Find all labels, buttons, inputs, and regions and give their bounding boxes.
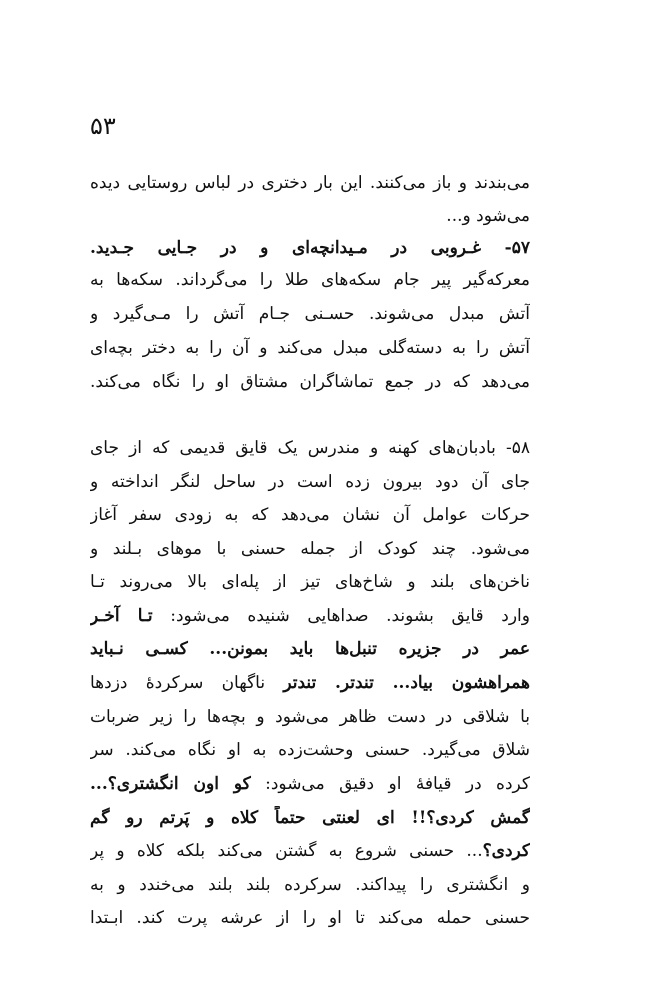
text-line-6: می‌دهد که در جمع تماشاگران مشتاق او را نگاه می‌کند. (90, 372, 530, 392)
dialogue-line-2: گمش کردی؟!! ای لعنتی حتماً کلاه و پَرتم رو گم (90, 808, 530, 828)
dialogue-fragment: همراهشون بیاد... تندتر. تندتر (283, 673, 530, 693)
text-fragment: ... حسنی شروع به گشتن می‌کند بلکه کلاه و پر (90, 841, 483, 861)
text-line-8: جای آن دود بیرون زده است در ساحل لنگر انداخته و (90, 472, 530, 492)
text-line-14: با شلاقی در دست ظاهر می‌شود و بچه‌ها را زیر ضربات (90, 707, 530, 727)
dialogue-line-1: عمر در جزیره تنبل‌ها باید بمونن... کسـی نـباید (90, 639, 530, 659)
text-line-1: می‌بندند و باز می‌کنند. این بار دختری در لباس روستایی دیده (90, 173, 530, 193)
text-line-12 (90, 604, 530, 628)
text-line-15: شلاق می‌گیرد. حسنی وحشت‌زده به او نگاه می‌کند. سر (90, 740, 530, 760)
text-fragment: کرده در قیافهٔ او دقیق می‌شود: (265, 774, 530, 794)
text-line-4: آتش مبدل می‌شوند. حسـنی جـام آتش را مـی‌گیرد و (90, 304, 530, 324)
text-line-11: ناخن‌های بلند و شاخ‌های تیز از پله‌ای بالا می‌روند تـا (90, 572, 530, 592)
scene-57-heading: ۵۷- غـروبی در مـیدانچه‌ای و در جـایی جـدید. (90, 238, 530, 258)
text-line-9: حرکات عوامل آن نشان می‌دهد که به زودی سفر آغاز (90, 505, 530, 525)
text-fragment: ناگهان سرکردهٔ دزدها (90, 673, 266, 693)
scene-58-start: ۵۸- بادبان‌های کهنه و مندرس یک قایق قدیمی که از جای (90, 438, 530, 458)
text-line-16 (90, 772, 530, 796)
text-fragment: وارد قایق بشوند. صداهایی شنیده می‌شود: (170, 606, 530, 626)
text-line-10: می‌شود. چند کودک از جمله حسنی با موهای بـلند و (90, 539, 530, 559)
page-number: ۵۳ (90, 112, 116, 140)
text-line-13 (90, 671, 530, 695)
dialogue-fragment: تـا آخـر (90, 606, 153, 626)
text-line-18: و انگشتری را پیداکند. سرکرده بلند بلند می‌خندد و به (90, 875, 530, 895)
dialogue-fragment: کو اون انگشتری؟... (90, 774, 251, 794)
dialogue-fragment: کردی؟ (482, 841, 530, 861)
text-line-17 (90, 839, 530, 863)
text-line-2: می‌شود و... (446, 206, 530, 226)
text-line-19: حسنی حمله می‌کند تا او را از عرشه پرت کند. ابـتدا (90, 908, 530, 928)
text-line-5: آتش را به دسته‌گلی مبدل می‌کند و آن را به دختر بچه‌ای (90, 338, 530, 358)
text-line-3: معرکه‌گیر پیر جام سکه‌های طلا را می‌گرداند. سکه‌ها به (90, 270, 530, 290)
